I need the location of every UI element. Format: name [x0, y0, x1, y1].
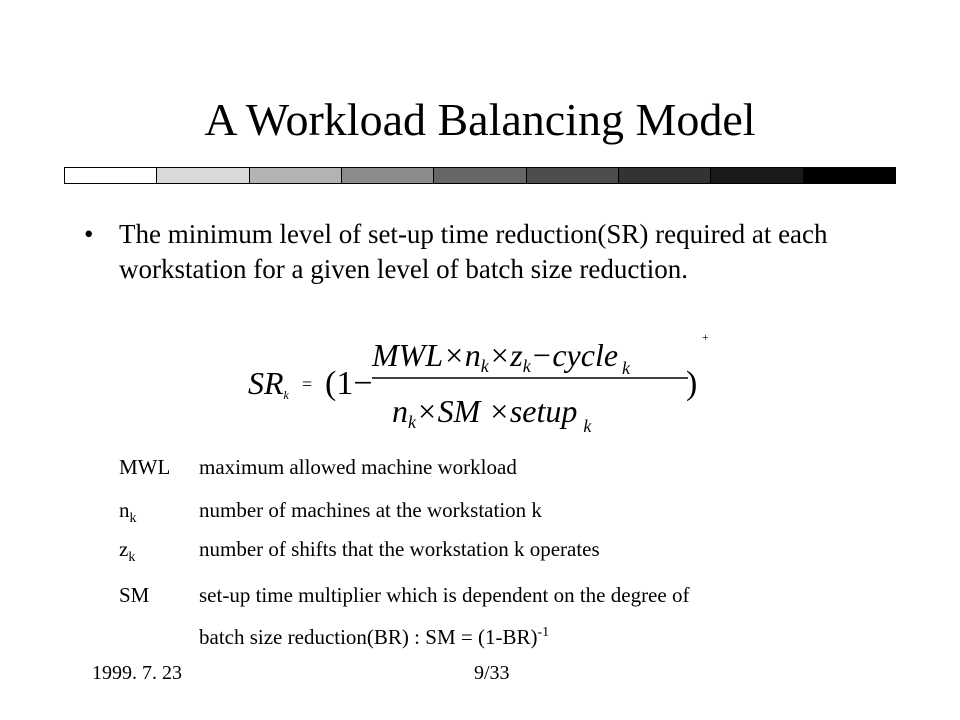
formula-open: (1− [325, 365, 373, 402]
bullet-item [84, 217, 874, 287]
formula-equals: = [302, 374, 313, 394]
formula-lhs: SR [248, 365, 284, 401]
sr-formula [240, 330, 720, 440]
bullet-dot-icon: • [84, 219, 94, 249]
definition-desc: set-up time multiplier which is dependent on the degree of [199, 583, 690, 607]
color-bar-segment [711, 168, 803, 183]
definition-term: MWL [119, 455, 171, 479]
formula-denominator: nk×SM ×setup $_k$ [392, 393, 592, 436]
definition-desc: number of shifts that the workstation k operates [199, 537, 600, 561]
svg-text:SRk [248, 365, 290, 402]
color-bar-segment [619, 168, 711, 183]
color-bar-segment [65, 168, 157, 183]
definition-desc: maximum allowed machine workload [199, 455, 517, 479]
definition-term: SM [119, 583, 150, 607]
formula-numerator: MWL×nk×zk−cycle $_k$ [372, 337, 631, 378]
definition-term: $z_k$ [119, 537, 136, 565]
bullet-text: The minimum level of set-up time reduction(SR) required at each workstation for a given level of batch size reduction. [119, 219, 828, 284]
definition-desc: number of machines at the workstation k [199, 498, 542, 522]
slide-title: A Workload Balancing Model [204, 94, 756, 145]
definition-term: $n_k$ [119, 498, 137, 526]
color-bar-segment [434, 168, 526, 183]
color-gradient-bar [64, 167, 896, 184]
color-bar-segment [342, 168, 434, 183]
color-bar-segment [804, 168, 895, 183]
formula-close: ) [686, 365, 698, 402]
formula-lhs-sub: k [283, 388, 289, 402]
footer-date: 1999. 7. 23 [92, 662, 182, 684]
definition-continuation: batch size reduction(BR) : SM = $(1-BR)^{-1}$ [199, 625, 550, 649]
footer-page-number: 9/33 [474, 662, 510, 684]
formula-superscript: + [702, 330, 709, 344]
color-bar-segment [157, 168, 249, 183]
color-bar-segment [250, 168, 342, 183]
color-bar-segment [527, 168, 619, 183]
